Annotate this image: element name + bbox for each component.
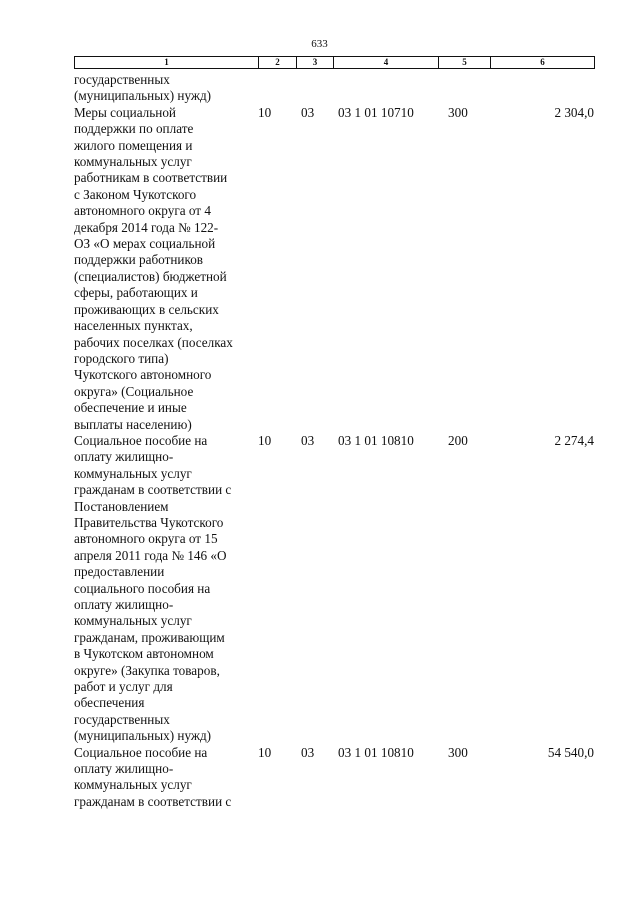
column-header-1: 1: [75, 57, 259, 69]
description-line: проживающих в сельских: [74, 301, 219, 317]
description-line: Постановлением: [74, 498, 169, 514]
description-line: гражданам в соответствии с: [74, 482, 232, 498]
description-line: социального пособия на: [74, 580, 211, 596]
description-line: гражданам в соответствии с: [74, 793, 232, 809]
description-line: оплату жилищно-: [74, 597, 174, 612]
row-amount: 2 304,0: [554, 104, 594, 120]
row-description: [74, 72, 258, 105]
table-body: [74, 72, 594, 810]
description-line: коммунальных услуг: [74, 154, 192, 170]
description-line: коммунальных услуг: [74, 465, 192, 481]
row-expense-type: 200: [448, 432, 468, 448]
description-line: (муниципальных) нужд): [74, 88, 212, 104]
row-description: [74, 433, 258, 745]
column-header-4: 4: [334, 57, 439, 69]
description-line: государственных: [74, 711, 170, 727]
description-line: жилого помещения и: [74, 137, 193, 153]
description-line: городского типа): [74, 350, 169, 366]
description-line: поддержки по оплате: [74, 121, 194, 137]
description-line: поддержки работников: [74, 252, 204, 268]
description-line: Чукотского автономного: [74, 367, 212, 383]
row-target-article: 03 1 01 10710: [338, 104, 414, 120]
description-line: Правительства Чукотского: [74, 514, 224, 530]
description-line: (муниципальных) нужд): [74, 728, 212, 744]
row-amount: 2 274,4: [554, 432, 594, 448]
row-description: [74, 745, 258, 811]
column-header-3: 3: [297, 57, 334, 69]
table-header: [74, 56, 595, 69]
description-line: населенных пунктах,: [74, 318, 193, 334]
description-line: гражданам, проживающим: [74, 629, 225, 645]
row-section: 10: [258, 432, 272, 448]
column-header-2: 2: [259, 57, 297, 69]
description-line: рабочих поселках (поселках: [74, 334, 233, 350]
table-row: [74, 745, 594, 811]
description-line: коммунальных услуг: [74, 777, 192, 793]
page-number: 633: [311, 38, 328, 50]
table-row: [74, 72, 594, 105]
row-section: 10: [258, 744, 272, 760]
row-amount: 54 540,0: [547, 744, 594, 760]
row-description: [74, 105, 258, 433]
column-header-5: 5: [439, 57, 491, 69]
row-target-article: 03 1 01 10810: [338, 432, 414, 448]
row-subsection: 03: [301, 104, 315, 120]
description-line: сферы, работающих и: [74, 285, 198, 301]
description-line: ОЗ «О мерах социальной: [74, 236, 216, 252]
description-line: округе» (Закупка товаров,: [74, 662, 220, 678]
description-line: с Законом Чукотского: [74, 186, 197, 202]
table-header-row: [75, 57, 595, 69]
description-line: апреля 2011 года № 146 «О: [74, 547, 227, 563]
description-line: оплату жилищно-: [74, 449, 174, 465]
description-line: работ и услуг для: [74, 679, 173, 695]
description-line: автономного округа от 4: [74, 203, 211, 219]
description-line: декабря 2014 года № 122-: [74, 219, 219, 235]
column-header-6: 6: [491, 57, 595, 69]
description-line: в Чукотском автономном: [74, 646, 214, 662]
row-subsection: 03: [301, 432, 315, 448]
description-line: обеспечение и иные: [74, 400, 187, 416]
description-line: (специалистов) бюджетной: [74, 268, 227, 284]
description-line: государственных: [74, 72, 170, 87]
description-line: автономного округа от 15: [74, 531, 218, 547]
description-line: коммунальных услуг: [74, 613, 192, 629]
description-line: Меры социальной: [74, 104, 176, 120]
row-subsection: 03: [301, 744, 315, 760]
description-line: Социальное пособие на: [74, 432, 208, 448]
row-target-article: 03 1 01 10810: [338, 744, 414, 760]
table-row: [74, 433, 594, 745]
description-line: предоставлении: [74, 564, 165, 580]
row-section: 10: [258, 104, 272, 120]
description-line: округа» (Социальное: [74, 383, 194, 399]
row-expense-type: 300: [448, 744, 468, 760]
table-row: [74, 105, 594, 433]
row-expense-type: 300: [448, 104, 468, 120]
description-line: выплаты населению): [74, 416, 192, 432]
description-line: оплату жилищно-: [74, 761, 174, 777]
description-line: работникам в соответствии: [74, 170, 228, 186]
description-line: обеспечения: [74, 695, 145, 711]
description-line: Социальное пособие на: [74, 744, 208, 760]
